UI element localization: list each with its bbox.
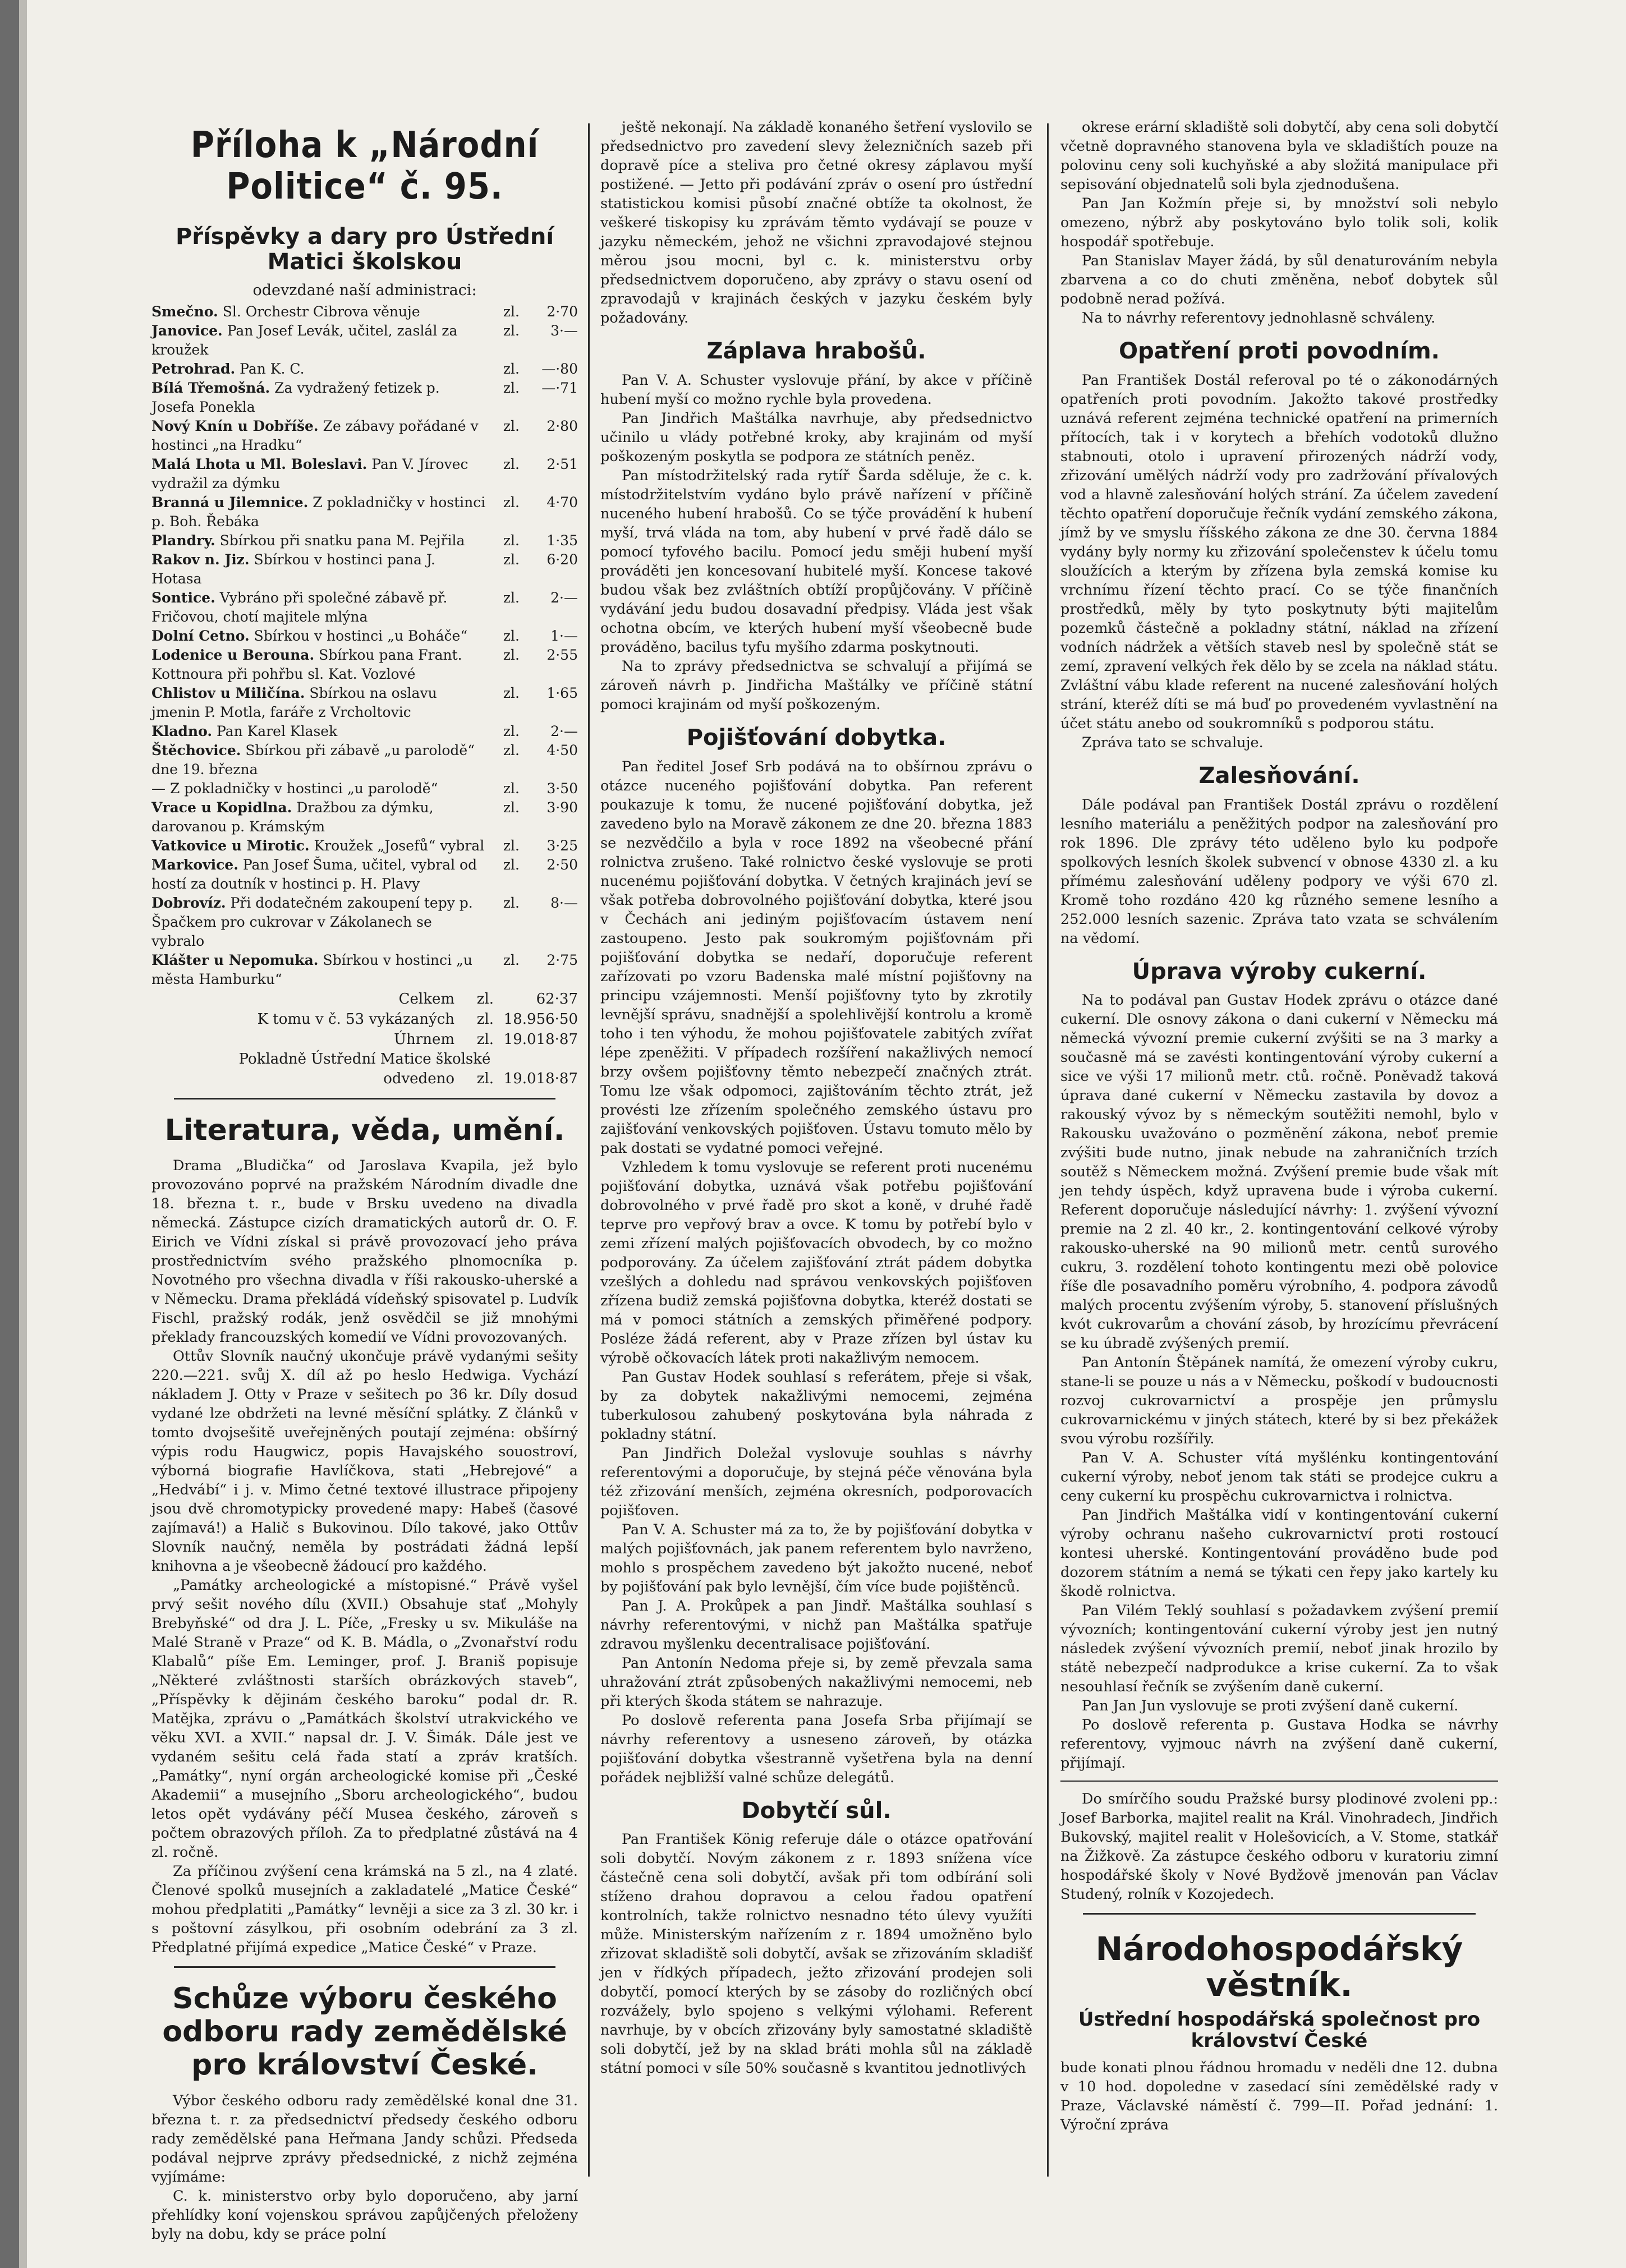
entry-place: Petrohrad.	[151, 360, 236, 377]
entry-description: Sbírkou pana Frant. Kottnoura při pohřbu sl. Kat. Vozlové	[151, 646, 462, 682]
contribution-entry	[151, 855, 578, 894]
divider	[174, 1098, 555, 1100]
contribution-entry	[151, 951, 578, 989]
cash-line-2	[151, 1069, 578, 1089]
currency-zl: zl.	[503, 551, 520, 568]
newspaper-page	[151, 112, 1498, 2243]
flood-heading: Opatření proti povodním.	[1119, 338, 1440, 364]
entry-text	[151, 531, 487, 550]
entry-amount: 8·—	[550, 894, 578, 911]
contribution-entry	[151, 836, 578, 855]
contributions-totals	[151, 989, 578, 1050]
total-row	[151, 1009, 578, 1029]
entry-description: Pan K. C.	[240, 360, 305, 377]
economic-subheading: Ústřední hospodářská společnost pro království České	[1078, 2008, 1481, 2053]
entry-description: Za vydražený fetizek p. Josefa Ponekla	[151, 379, 440, 415]
divider	[1083, 1913, 1476, 1915]
contribution-entry	[151, 779, 578, 798]
total-amount: 18.956·50	[503, 1010, 578, 1028]
currency-zl: zl.	[503, 627, 520, 644]
contribution-entry	[151, 646, 578, 684]
currency-zl: zl.	[503, 303, 520, 320]
contribution-entry	[151, 302, 578, 321]
currency-zl: zl.	[476, 1031, 494, 1048]
paragraph: Dále podával pan František Dostál zprávu o rozdělení lesního materiálu a peněžitých podpor na zalesňování pro rok 1896. Dle zprávy této uděleno bylo ku podpoře spolkových lesních školek subvencí v obnose 4330 zl. a ku přímému zalesňování uděleny podpory ve výši 670 zl. Kromě toho rozdáno 420 kg různého semene lesního a 252.000 lesních sazenic. Zpráva tato vzata se schválením na vědomí.	[1060, 796, 1498, 947]
cash-label: odvedeno	[383, 1070, 454, 1087]
total-amount: 62·37	[536, 990, 578, 1008]
contribution-entry	[151, 894, 578, 951]
entry-place: Nový Knín u Dobříše.	[151, 417, 319, 434]
currency-zl: zl.	[503, 589, 520, 606]
entry-place: Smečno.	[151, 303, 218, 320]
economic-paragraph: bude konati plnou řádnou hromadu v neděli dne 12. dubna v 10 hod. dopoledne v zasedací síni zemědělské rady v Praze, Václavské náměstí č. 799—II. Pořad jednání: 1. Výroční zpráva	[1060, 2059, 1498, 2134]
currency-zl: zl.	[503, 684, 520, 701]
contribution-entry	[151, 798, 578, 836]
paragraph: C. k. ministerstvo orby bylo doporučeno, aby jarní přehlídky koní vojenskou správou zapůjčených přeloženy byly na dobu, kdy se práce polní	[151, 2187, 578, 2243]
currency-zl: zl.	[503, 951, 520, 968]
paragraph: Na to zprávy předsednictva se schvalují a přijímá se zároveň návrh p. Jindřicha Maštálky ve příčině státní pomoci krajinám od myší poškozeným.	[600, 657, 1032, 713]
insurance-heading: Pojišťování dobytka.	[686, 724, 947, 751]
meeting-continuation	[600, 118, 1032, 328]
currency-zl: zl.	[503, 799, 520, 816]
paragraph: Pan Gustav Hodek souhlasí s referátem, přeje si však, by za dobytek nakažlivými nemocemi, zejména tuberkulosou zahubený poskytována byla náhrada z pokladny státní.	[600, 1368, 1032, 1443]
paragraph: Po doslově referenta pana Josefa Srba přijímají se návrhy referentovy a usneseno zároveň, by otázka pojišťování dobytka všestranně vyšetřena byla na denní pořádek nejbližší valné schůze delegátů.	[600, 1712, 1032, 1786]
paragraph: Pan Antonín Nedoma přeje si, by země převzala sama uhražování ztrát způsobených nakažlivými nemocemi, neb při kterých škoda státem se nahrazuje.	[600, 1654, 1032, 1710]
entry-amount: 4·70	[546, 494, 578, 510]
literature-section	[151, 1156, 578, 1957]
entry-description: Sbírkou při zábavě „u parolodě“ dne 19. března	[151, 742, 475, 778]
entry-text	[151, 798, 487, 836]
currency-zl: zl.	[503, 894, 520, 911]
sugar-heading: Úprava výroby cukerní.	[1132, 958, 1427, 985]
contribution-entry	[151, 684, 578, 722]
currency-zl: zl.	[476, 1010, 494, 1028]
entry-place: Plandry.	[151, 532, 215, 549]
entry-amount: 2·51	[546, 456, 578, 472]
paragraph: Pan J. A. Prokůpek a pan Jindř. Maštálka souhlasí s návrhy referentovými, v nichž pan Maštálka spatřuje zdravou myšlenku decentralisace pojišťování.	[600, 1597, 1032, 1653]
currency-zl: zl.	[503, 360, 520, 377]
scan-margin-inner	[19, 0, 27, 2268]
entry-description: Sl. Orchestr Cibrova věnuje	[222, 303, 420, 320]
paragraph: Pan Jan Jun vyslovuje se proti zvýšení daně cukerní.	[1082, 1697, 1459, 1715]
entry-description: Kroužek „Josefů“ vybral	[314, 837, 485, 854]
paragraph: Pan František Dostál referoval po té o zákonodárných opatřeních proti povodním. Jakožto takové prostředky uznává referent zejména technické opatření na primerních přítocích, tak i v korytech a břehích vodotoků dlužno stabnouti, otolo i upravení přirozených nádrží vody, zřizování umělých nádrží vody pro zadržování přívalových vod a hlavně zalesňování holých strání. Za účelem zavedení těchto opatření doporučuje řečník vydání zemského zákona, jímž by ve smyslu říšského zákona ze dne 30. června 1884 vydány byly normy ku zřizování společenstev k účelu tomu sloužících a kterým by zřízena byla zemská komise ku vrchnímu řízení těchto prací. Co se týče finančních prostředků, měly by tyto poskytnuty býti majitelům pozemků částečně a pokladny státní, náklad na zřízení vodních nádržek a větších staveb nesl by společně stát se zemí, zpravení velkých řek dělo by se zcela na náklad státu. Zvláštní vábu klade referent na nucené zalesňování holých strání, kteréž díti se má buď po provedeném vyvlastnění na účet státu anebo od soukromníků s podporou státu.	[1060, 371, 1498, 732]
currency-zl: zl.	[503, 379, 520, 396]
contribution-entry	[151, 321, 578, 360]
entry-place: Bílá Třemošná.	[151, 379, 270, 396]
entry-amount: 1·65	[546, 684, 578, 701]
entry-amount: 2·75	[546, 951, 578, 968]
entry-place: Klášter u Nepomuka.	[151, 951, 319, 968]
entry-place: Janovice.	[151, 322, 223, 339]
contribution-entry	[151, 417, 578, 455]
paragraph: Pan Jindřich Maštálka vidí v kontingentování cukerní výroby ochranu našeho cukrovarnictví proti rostoucí kontesi uherské. Kontingentování prováděno bude pod dozorem státním a nemá se týkati cen řepy jako kartely ku škodě rolnictva.	[1060, 1507, 1498, 1600]
column-rule	[588, 123, 590, 2177]
entry-amount: 3·25	[546, 837, 578, 854]
entry-description: Sbírkou v hostinci pana J. Hotasa	[151, 551, 435, 587]
paragraph: Pan ředitel Josef Srb podává na to obšírnou zprávu o otázce nuceného pojišťování dobytka. Pan referent poukazuje k tomu, že nucené pojišťování dobytka, jež zavedeno bylo na Moravě zákonem ze dne 20. března 1883 se nezvědčilo a byla v roce 1892 na všeobecné přání rolnictva zrušeno. Také rolnictvo české vyslovuje se proti nucenému pojišťování dobytka. V četných krajinách jeví se však potřeba dobrovolného pojišťování dobytka, které jsou v Čechách ani jediným pojišťovacím ústavem není zastoupeno. Jesto pak soukromým pojišťovnám při pojišťování dobytka se nedaří, doporučuje referent zařízovati po vzoru Badenska malé místní pojišťovny na principu vzájemnosti. Menší pojišťovny tyto by zkrotily levnější správu, snadnější a spolehlivější kontrolu a kromě toho i ten výhodu, že mohou pojišťovatele zabitých zvířat lépe zpeněžiti. V případech rozšíření nakažlivých nemocí brzy ovšem pojišťovny těmto nebezpečí značných ztrát. Tomu lze však odpomoci, zajištováním těchto ztrát, jež provésti lze zřízením společného zemského ústavu pro zajišťování venkovských pojišťoven. Ústavu tomuto mělo by pak dostati se vydatné pomoci veřejné.	[600, 758, 1032, 1157]
currency-zl: zl.	[503, 456, 520, 472]
entry-amount: 2·50	[546, 856, 578, 873]
entry-amount: 6·20	[546, 551, 578, 568]
paragraph: Pan V. A. Schuster vyslovuje přání, by akce v příčině hubení myší co možno rychle byla provedena.	[600, 371, 1032, 408]
entry-description: Při dodatečném zakoupení tepy p. Špačkem pro cukrovar v Zákolanech se vybralo	[151, 894, 473, 949]
paragraph: „Památky archeologické a místopisné.“ Právě vyšel prvý sešit nového dílu (XVII.) Obsahuje stať „Mohyly Brebyňské“ od dra J. L. Píče, „Fresky u sv. Mikuláše na Malé Straně v Praze“ od K. B. Mádla, o „Zvonařství rodu Klabalů“ píše Em. Leminger, prof. J. Braniš popisuje „Některé zvláštnosti starších obrázkových staveb“, „Příspěvky k dějinám českého baroku“ podal dr. R. Matějka, zprávu o „Památkách školství utrakvického ve věku XVI. a XVII.“ napsal dr. J. V. Šimák. Dále jest ve vydaném sešitu celá řada statí a zpráv kratších. „Památky“, nyní orgán archeologické komise při „České Akademii“ a musejního „Sboru archeologického“, budou letos opět vydávány péčí Musea českého, zároveň s počtem obrazových příloh. Za to předplatné zůstává na 4 zl. ročně.	[151, 1576, 578, 1861]
currency-zl: zl.	[476, 1070, 494, 1087]
entry-description: — Z pokladničky v hostinci „u parolodě“	[151, 780, 438, 797]
paragraph: Pan V. A. Schuster má za to, že by pojišťování dobytka v malých pojišťovnách, jak panem referentem bylo navrženo, mohlo s prospěchem zavedeno být jakožto nucené, neboť by pojišťování pak bylo levnější, čím více bude pojištěnců.	[600, 1521, 1032, 1595]
meeting-section	[151, 2091, 578, 2244]
entry-text	[151, 779, 487, 798]
entry-amount: 2·55	[546, 646, 578, 663]
entry-text	[151, 360, 487, 379]
total-label: Celkem	[398, 990, 454, 1008]
contributions-subheading: odevzdané naší administraci:	[252, 281, 477, 299]
divider	[1060, 1781, 1498, 1782]
entry-description: Dražbou za dýmku, darovanou p. Krámským	[151, 799, 434, 835]
paragraph: Pan Antonín Štěpánek namítá, že omezení výroby cukru, stane-li se pouze u nás a v Německu, poškodí v budoucnosti rozvoj cukrovarnictví a prospěje jen průmyslu cukrovarnickému v jiných státech, které by si bez překážek svou výrobu rozšířily.	[1060, 1354, 1498, 1448]
contributions-list	[151, 302, 578, 989]
column-2	[600, 112, 1032, 2188]
entry-place: Markovice.	[151, 856, 238, 873]
contribution-entry	[151, 493, 578, 531]
paragraph: Drama „Bludička“ od Jaroslava Kvapila, jež bylo provozováno poprvé na pražském Národním divadle dne 18. března t. r., bude v Brsku uvedeno na divadla německá. Zástupce cizích dramatických autorů dr. O. F. Eirich ve Vídni získal si právě provozovací jeho práva prostřednictvím svého pražského plnomocníka p. Novotného pro všechna divadla v říši rakousko-uherské a v Německu. Drama překládá vídeňský spisovatel p. Ludvík Fischl, pražský rodák, jenž osvědčil se již mnohými překlady francouzských komedií ve Vídni provozovaných.	[151, 1157, 578, 1346]
entry-place: Dobrovíz.	[151, 894, 226, 911]
contribution-entry	[151, 722, 578, 741]
currency-zl: zl.	[503, 532, 520, 549]
contribution-entry	[151, 741, 578, 779]
entry-amount: 3·50	[546, 780, 578, 797]
sugar-section	[1060, 991, 1498, 1773]
entry-place: Malá Lhota u Ml. Boleslavi.	[151, 456, 368, 472]
election-paragraph: Do smírčího soudu Pražské bursy plodinové zvoleni pp.: Josef Barborka, majitel realit na Král. Vinohradech, Jindřich Bukovský, majitel realit v Holešovicích, a V. Stome, statkář na Žižkově. Za zástupce českého odboru v kuratoriu zimní hospodářské školy v Nové Bydžově jmenován pan Václav Studený, rolník v Kozojedech.	[1060, 1791, 1498, 1903]
currency-zl: zl.	[503, 780, 520, 797]
entry-text	[151, 417, 487, 455]
entry-amount: 2·80	[546, 417, 578, 434]
paragraph: Na to návrhy referentovy jednohlasně schváleny.	[1082, 310, 1436, 326]
currency-zl: zl.	[503, 723, 520, 739]
entry-text	[151, 455, 487, 493]
entry-text	[151, 321, 487, 360]
entry-amount: 2·—	[550, 723, 578, 739]
entry-amount: —·71	[541, 379, 578, 396]
entry-description: Z pokladničky v hostinci p. Boh. Řebáka	[151, 494, 486, 530]
entry-description: Pan Josef Levák, učitel, zaslál za kroužek	[151, 322, 458, 358]
entry-text	[151, 684, 487, 722]
entry-description: Pan Josef Šuma, učitel, vybral od hostí za doutník v hostinci p. H. Plavy	[151, 856, 477, 892]
contribution-entry	[151, 531, 578, 550]
currency-zl: zl.	[503, 646, 520, 663]
plague-section	[600, 371, 1032, 714]
contribution-entry	[151, 550, 578, 588]
entry-text	[151, 894, 487, 951]
entry-text	[151, 741, 487, 779]
entry-amount: 3·90	[546, 799, 578, 816]
paragraph: Vzhledem k tomu vyslovuje se referent proti nucenému pojišťování dobytka, uznává však potřebu pojišťování dobrovolného v prvé řadě pro skot a koně, v druhé řadě teprve pro vepřový brav a ovce. K tomu by potřebí bylo v zemi zřízení malých pojišťovacích obvodech, by co možno podporovány. Za účelem zajišťování ztrát pádem dobytka vzešlých a dohledu nad správou venkovských pojišťoven zřízena budiž zemská pojišťovna dobytka, kteréž dostati se má v pomoci státních a zemských přiměřené podpory. Posléze žádá referent, aby v Praze zřízen byl ústav ku výrobě očkovacích látek proti nakažlivým nemocem.	[600, 1158, 1032, 1367]
meeting-heading: Schůze výboru českého odboru rady zemědělské pro království České.	[162, 1981, 567, 2082]
entry-description: Sbírkou při snatku pana M. Pejřila	[219, 532, 465, 549]
paragraph: okrese erární skladiště soli dobytčí, aby cena soli dobytčí včetně dopravného stanovena byla ve skladištích pouze na polovinu ceny soli kuchyňské a aby složitá manipulace při sepisování objednatelů soli byla zjednodušena.	[1060, 119, 1498, 193]
entry-amount: 2·—	[550, 589, 578, 606]
entry-place: Rakov n. Jiz.	[151, 551, 250, 568]
paragraph: Po doslově referenta p. Gustava Hodka se návrhy referentovy, vyjmouc návrh na zvýšení daně cukerní, přijímají.	[1060, 1717, 1498, 1772]
paragraph: Výbor českého odboru rady zemědělské konal dne 31. března t. r. za předsednictví předsedy českého odboru rady zemědělské pana Heřmana Jandy schůzi. Předseda podával nejprve zprávy předsednické, z nichž zejména vyjímáme:	[151, 2092, 578, 2186]
total-label: K tomu v č. 53 vykázaných	[257, 1010, 454, 1028]
salt-continuation	[1060, 118, 1498, 328]
entry-description: Ze zábavy pořádané v hostinci „na Hradku“	[151, 417, 479, 453]
contributions-heading: Příspěvky a dary pro Ústřední Matici školskou	[175, 224, 554, 275]
forest-heading: Zalesňování.	[1198, 762, 1360, 789]
paragraph: Za příčinou zvýšení cena krámská na 5 zl., na 4 zlaté. Členové spolků musejních a zakladatelé „Matice České“ mohou předplatiti „Památky“ levněji a sice za 3 zl. 30 kr. i s poštovní zásylkou, při osobním odebrání za 3 zl. Předplatné přijímá expedice „Matice České“ v Praze.	[151, 1862, 578, 1956]
currency-zl: zl.	[503, 837, 520, 854]
total-row	[151, 989, 578, 1009]
entry-text	[151, 855, 487, 894]
salt-heading: Dobytčí sůl.	[741, 1797, 892, 1824]
entry-amount: —·80	[541, 360, 578, 377]
entry-amount: 2·70	[546, 303, 578, 320]
entry-text	[151, 627, 487, 646]
literature-heading: Literatura, věda, umění.	[164, 1113, 565, 1147]
forest-section	[1060, 795, 1498, 948]
cash-amount: 19.018·87	[503, 1070, 578, 1087]
supplement-header: Příloha k „Národní Politice“ č. 95.	[190, 125, 539, 208]
divider	[174, 1966, 555, 1968]
contribution-entry	[151, 627, 578, 646]
column-3	[1060, 112, 1498, 2188]
entry-place: Dolní Cetno.	[151, 627, 250, 644]
entry-amount: 1·—	[550, 627, 578, 644]
entry-amount: 1·35	[546, 532, 578, 549]
entry-place: Sontice.	[151, 589, 215, 606]
entry-amount: 3·—	[550, 322, 578, 339]
entry-description: Pan V. Jírovec vydražil za dýmku	[151, 456, 468, 491]
paragraph: Zpráva tato se schvaluje.	[1082, 734, 1264, 751]
entry-description: Pan Karel Klasek	[216, 723, 338, 739]
entry-place: Kladno.	[151, 723, 213, 739]
paragraph: Pan V. A. Schuster vítá myšlénku kontingentování cukerní výroby, neboť jenom tak státi se prodejce cukru a ceny cukerní ku prospěchu cukrovarnictva i rolnictva.	[1060, 1450, 1498, 1505]
flood-section	[1060, 371, 1498, 752]
paragraph: ještě nekonají. Na základě konaného šetření vyslovilo se předsednictvo pro zavedení slevy železničních sazeb při dopravě píce a steliva pro četné okresy záplavou myší postižené. — Jetto při podávání zpráv o osení pro ústřední statistickou komisi působí značné obtíže ta okolnost, že veškeré tiskopisy ku zprávám těmto vydávají se pouze v jazyku německém, jehož ne všichni zpravodajové stejnou měrou jsou mocni, byl c. k. ministerstvu orby předsednictvem doporučeno, aby zprávy o stavu osení od zpravodajů v krajinách českých v jazyku českém byly požadovány.	[600, 119, 1032, 326]
paragraph: Pan Jindřich Maštálka navrhuje, aby předsednictvo učinilo u vlády potřebné kroky, aby krajinám od myší poškozeným poskytla se podpora ze státních peněz.	[600, 410, 1032, 465]
cash-line-1: Pokladně Ústřední Matice školské	[238, 1050, 491, 1068]
currency-zl: zl.	[503, 742, 520, 758]
economic-heading: Národohospodářský věstník.	[1095, 1930, 1463, 2004]
contribution-entry	[151, 455, 578, 493]
paragraph: Ottův Slovník naučný ukončuje právě vydanými sešity 220.—221. svůj X. díl až po heslo Hedwiga. Vychází nákladem J. Otty v Praze v sešitech po 36 kr. Díly dosud vydané lze obdržeti na levné měsíční splátky. Z článků v tomto dvojsešitě uveřejněných poutají zejména: obšírný výpis rodu Haugwicz, popis Havajského souostroví, výborná biografie Havlíčkova, stati „Hebrejové“ a „Hedvábí“ i j. v. Mimo četné textové illustrace připojeny jsou dvě chromotypicky provedené mapy: Habeš (časové zajímavá!) a Halič s Bukovinou. Dílo takové, jako Ottův Slovník naučný, neměla by postrádati žádná lepší knihovna a je všeobecně žádoucí pro každého.	[151, 1347, 578, 1575]
entry-place: Vatkovice u Mirotic.	[151, 837, 310, 854]
column-1	[151, 112, 578, 2243]
entry-description: Sbírkou v hostinci „u Boháče“	[254, 627, 468, 644]
currency-zl: zl.	[476, 990, 494, 1008]
entry-description: Vybráno při společné zábavě př. Fričovou, chotí majitele mlýna	[151, 589, 448, 625]
scan-margin	[0, 0, 19, 2268]
entry-text	[151, 951, 487, 989]
total-amount: 19.018·87	[503, 1031, 578, 1048]
entry-description: Sbírkou na oslavu jmenin P. Motla, faráře z Vrcholtovic	[151, 684, 437, 720]
entry-place: Lodenice u Berouna.	[151, 646, 315, 663]
currency-zl: zl.	[503, 856, 520, 873]
entry-text	[151, 722, 487, 741]
paragraph: Pan Jan Kožmín přeje si, by množství soli nebylo omezeno, nýbrž aby poskytováno bylo tolik soli, kolik hospodář spotřebuje.	[1060, 195, 1498, 250]
entry-text	[151, 588, 487, 627]
column-rule	[1047, 123, 1049, 2177]
entry-description: Sbírkou v hostinci „u města Hamburku“	[151, 951, 472, 987]
total-label: Úhrnem	[394, 1031, 454, 1048]
entry-place: Branná u Jilemnice.	[151, 494, 309, 510]
entry-place: Chlistov u Miličína.	[151, 684, 305, 701]
entry-place: Štěchovice.	[151, 742, 241, 758]
currency-zl: zl.	[503, 322, 520, 339]
entry-text	[151, 493, 487, 531]
entry-place: Vrace u Kopidlna.	[151, 799, 292, 816]
plague-heading: Záplava hrabošů.	[706, 338, 926, 364]
contribution-entry	[151, 360, 578, 379]
paragraph: Pan Vilém Teklý souhlasí s požadavkem zvýšení premií vývozních; kontingentování cukerní výroby jest jen nutný následek zvýšení vývozních premií, neboť jinak hrozilo by státě nebezpečí nadprodukce a krise cukerní. Za to však nesouhlasí řečník se zvýšením daně cukerní.	[1060, 1602, 1498, 1696]
entry-text	[151, 836, 487, 855]
total-row	[151, 1029, 578, 1050]
entry-text	[151, 302, 487, 321]
entry-text	[151, 379, 487, 417]
entry-amount: 4·50	[546, 742, 578, 758]
entry-text	[151, 646, 487, 684]
paragraph: Pan František König referuje dále o otázce opatřování soli dobytčí. Novým zákonem z r. 1893 snížena více částečně cena soli dobytčí, avšak při tom odbírání soli stíženo drahou dopravou a celou řadou opatření kontrolních, takže rolnictvo nesnadno této úlevy využíti může. Ministerským nařízením z r. 1894 umožněno bylo zřizovat skladiště soli dobytčí, avšak se zřizováním skladišť jen v řídkých případech, ježto zřizování prodejen soli dobytčí, pomocí kterých by se zásoby do rozličných obcí rozvážely, bylo spojeno s velkými výlohami. Referent navrhuje, by v obcích zřizovány byly samostatné skladiště soli dobytčí, jež by na sklad bráti mohla sůl na základě státní pomoci v síle 50% současně s kvantitou jednotlivých	[600, 1831, 1032, 2077]
entry-text	[151, 550, 487, 588]
salt-section	[600, 1830, 1032, 2078]
currency-zl: zl.	[503, 494, 520, 510]
insurance-section	[600, 757, 1032, 1787]
contribution-entry	[151, 379, 578, 417]
currency-zl: zl.	[503, 417, 520, 434]
paragraph: Na to podával pan Gustav Hodek zprávu o otázce dané cukerní. Dle osnovy zákona o dani cukerní v Německu má německá vývozní premie cukerní zvýšiti se na 3 marky a současně má se zavésti kontingentování výroby cukerní a sice ve výši 17 milionů metr. ctů. ročně. Poněvadž taková úprava dané cukerní v Německu zastavila by dovoz a rakouský vývoz by s německým soutěžiti nemohl, bylo v Rakousku uvažováno o pozměnění zákona, neboť premie zvýšiti bude nutno, jinak nebude na zahraničních trzích soutěž s Německem možná. Zvýšení premie bude však mít jen tehdy úspěch, když upravena bude i výroba cukerní. Referent doporučuje následující návrhy: 1. zvýšení vývozní premie na 2 zl. 40 kr., 2. kontingentování celkové výroby rakousko-uherské na 90 milionů metr. centů surového cukru, 3. rozdělení tohoto kontingentu mezi obě polovice říše dle posavadního poměru výrobního, 4. podpora závodů malých procentu zvýšením výroby, 5. stanovení příslušných kvót cukrovarům a chování zásob, by hrozícímu převrácení se ku úbradě zvýšených premií.	[1060, 992, 1498, 1352]
paragraph: Pan Stanislav Mayer žádá, by sůl denaturováním nebyla zbarvena a co do chuti změněna, neboť dobytek sůl podobně nerad požívá.	[1060, 252, 1498, 307]
paragraph: Pan místodržitelský rada rytíř Šarda sděluje, že c. k. místodržitelstvím vydáno bylo právě nařízení v příčině nuceného hubení hrabošů. Co se týče provádění k hubení myší, trvá vláda na tom, aby hubení v prvé řadě dálo se pomocí tyfového bacilu. Pomocí jedu směji hubení myší prováděti jen koncesovaní hubitelé myší. Koncese takové budou však bez zvláštních obtíží propůjčovány. V příčině vydávání jedu budou dosavadní předpisy. Vláda jest však ochotna obcím, ve kterých hubení myší všeobecně bude prováděno, bacilus tyfu myšího zdarma poskytnouti.	[600, 467, 1032, 656]
contribution-entry	[151, 588, 578, 627]
paragraph: Pan Jindřich Doležal vyslovuje souhlas s návrhy referentovými a doporučuje, by stejná péče věnována byla též zřizování menších, zejména okresních, podporovacích pojišťoven.	[600, 1444, 1032, 1519]
